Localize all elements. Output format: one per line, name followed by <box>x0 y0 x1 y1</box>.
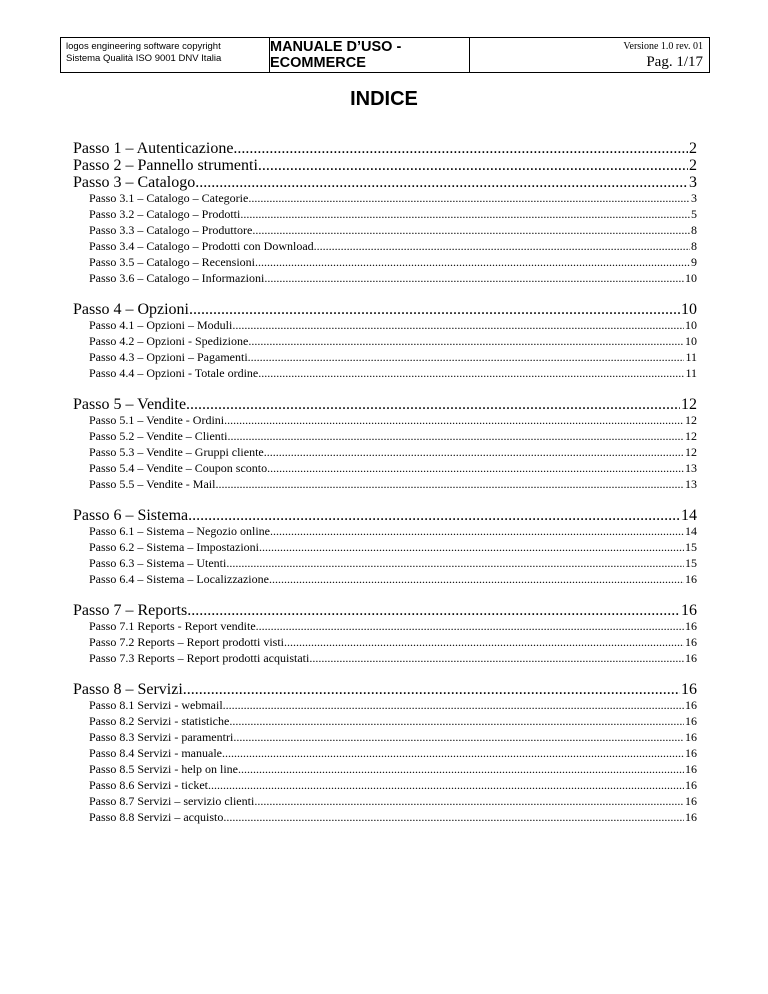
toc-dot-leader <box>195 174 688 192</box>
toc-entry-label: Passo 7.1 Reports - Report vendite <box>89 619 256 633</box>
toc-page-number: 16 <box>685 794 697 808</box>
toc-dot-leader <box>238 762 684 777</box>
toc-subsection[interactable] <box>89 477 697 492</box>
toc-entry-label: Passo 4 – Opzioni <box>73 301 189 318</box>
toc-entry-label: Passo 5.4 – Vendite – Coupon sconto <box>89 461 268 475</box>
toc-subsection[interactable] <box>89 318 697 333</box>
toc-subsection[interactable] <box>89 223 697 238</box>
toc-dot-leader <box>188 507 680 525</box>
toc-dot-leader <box>187 602 680 620</box>
toc-entry-label: Passo 6.2 – Sistema – Impostazioni <box>89 540 259 554</box>
toc-dot-leader <box>258 157 688 175</box>
toc-entry-label: Passo 6 – Sistema <box>73 507 189 524</box>
toc-page-number: 16 <box>685 572 697 586</box>
toc-section[interactable] <box>73 157 697 175</box>
toc-subsection[interactable] <box>89 651 697 666</box>
toc-entry-label: Passo 3.2 – Catalogo – Prodotti <box>89 207 241 221</box>
toc-dot-leader <box>284 635 684 650</box>
toc-entry-label: Passo 8.3 Servizi - paramentri <box>89 730 234 744</box>
toc-dot-leader <box>269 572 684 587</box>
toc-page-number: 16 <box>685 714 697 728</box>
toc-entry-label: Passo 8 – Servizi <box>73 681 183 698</box>
toc-dot-leader <box>248 191 690 206</box>
toc-subsection[interactable] <box>89 207 697 222</box>
toc-dot-leader <box>264 271 684 286</box>
toc-dot-leader <box>208 778 684 793</box>
toc-subsection[interactable] <box>89 778 697 793</box>
toc-subsection[interactable] <box>89 540 697 555</box>
toc-entry-label: Passo 5.2 – Vendite – Clienti <box>89 429 228 443</box>
toc-page-number: 5 <box>691 207 697 221</box>
toc-entry-label: Passo 4.4 – Opzioni - Totale ordine <box>89 366 259 380</box>
toc-section[interactable] <box>73 681 697 699</box>
toc-subsection[interactable] <box>89 698 697 713</box>
toc-page-number: 16 <box>685 762 697 776</box>
version-label: Versione 1.0 rev. 01 <box>623 41 703 52</box>
toc-page-number: 16 <box>685 730 697 744</box>
toc-entry-label: Passo 3.1 – Catalogo – Categorie <box>89 191 249 205</box>
toc-page-number: 11 <box>685 350 697 364</box>
toc-subsection[interactable] <box>89 445 697 460</box>
toc-dot-leader <box>267 461 684 476</box>
toc-entry-label: Passo 5.5 – Vendite - Mail <box>89 477 216 491</box>
toc-entry-label: Passo 8.6 Servizi - ticket <box>89 778 208 792</box>
toc-dot-leader <box>233 140 688 158</box>
toc-page-number: 16 <box>681 681 697 698</box>
toc-page-number: 3 <box>691 191 697 205</box>
toc-dot-leader <box>264 445 684 460</box>
toc-dot-leader <box>227 429 684 444</box>
toc-subsection[interactable] <box>89 255 697 270</box>
toc-section[interactable] <box>73 174 697 192</box>
toc-entry-label: Passo 3.4 – Catalogo – Prodotti con Download <box>89 239 314 253</box>
toc-page-number: 12 <box>685 429 697 443</box>
toc-page-number: 14 <box>681 507 697 524</box>
toc-page-number: 16 <box>685 746 697 760</box>
toc-dot-leader <box>252 223 690 238</box>
toc-subsection[interactable] <box>89 619 697 634</box>
toc-entry-label: Passo 2 – Pannello strumenti <box>73 157 258 174</box>
toc-entry-label: Passo 7 – Reports <box>73 602 188 619</box>
manual-title: MANUALE D’USO - ECOMMERCE <box>270 37 470 73</box>
document-header <box>60 37 710 73</box>
toc-dot-leader <box>229 714 684 729</box>
toc-page-number: 11 <box>685 366 697 380</box>
toc-page-number: 16 <box>685 698 697 712</box>
toc-section[interactable] <box>73 507 697 525</box>
toc-dot-leader <box>232 318 684 333</box>
toc-subsection[interactable] <box>89 334 697 349</box>
page-title: INDICE <box>350 88 418 110</box>
toc-dot-leader <box>256 619 684 634</box>
toc-subsection[interactable] <box>89 413 697 428</box>
toc-page-number: 8 <box>691 239 697 253</box>
toc-page-number: 15 <box>685 556 697 570</box>
toc-entry-label: Passo 8.8 Servizi – acquisto <box>89 810 224 824</box>
version-box <box>470 37 710 73</box>
toc-dot-leader <box>226 556 684 571</box>
toc-page-number: 12 <box>681 396 697 413</box>
toc-entry-label: Passo 4.1 – Opzioni – Moduli <box>89 318 233 332</box>
toc-page-number: 8 <box>691 223 697 237</box>
toc-entry-label: Passo 3.3 – Catalogo – Produttore <box>89 223 253 237</box>
toc-entry-label: Passo 5.3 – Vendite – Gruppi cliente <box>89 445 264 459</box>
toc-entry-label: Passo 4.2 – Opzioni - Spedizione <box>89 334 249 348</box>
toc-dot-leader <box>254 794 684 809</box>
toc-page-number: 16 <box>685 619 697 633</box>
copyright-box <box>60 37 270 73</box>
toc-entry-label: Passo 6.4 – Sistema – Localizzazione <box>89 572 269 586</box>
toc-section[interactable] <box>73 140 697 158</box>
toc-subsection[interactable] <box>89 572 697 587</box>
toc-dot-leader <box>233 730 684 745</box>
toc-entry-label: Passo 5 – Vendite <box>73 396 187 413</box>
toc-page-number: 3 <box>689 174 697 191</box>
toc-page-number: 12 <box>685 445 697 459</box>
toc-page-number: 10 <box>685 271 697 285</box>
toc-subsection[interactable] <box>89 429 697 444</box>
toc-dot-leader <box>259 540 684 555</box>
toc-section[interactable] <box>73 602 697 620</box>
toc-entry-label: Passo 7.3 Reports – Report prodotti acquistati <box>89 651 310 665</box>
toc-page-number: 13 <box>685 461 697 475</box>
toc-page-number: 9 <box>691 255 697 269</box>
toc-subsection[interactable] <box>89 524 697 539</box>
toc-subsection[interactable] <box>89 714 697 729</box>
toc-page-number: 2 <box>689 140 697 157</box>
toc-page-number: 2 <box>689 157 697 174</box>
toc-page-number: 16 <box>685 778 697 792</box>
toc-entry-label: Passo 5.1 – Vendite - Ordini <box>89 413 225 427</box>
toc-entry-label: Passo 6.1 – Sistema – Negozio online <box>89 524 270 538</box>
toc-dot-leader <box>255 255 690 270</box>
toc-entry-label: Passo 8.4 Servizi - manuale <box>89 746 222 760</box>
toc-page-number: 10 <box>681 301 697 318</box>
toc-entry-label: Passo 7.2 Reports – Report prodotti visti <box>89 635 284 649</box>
toc-dot-leader <box>215 477 684 492</box>
toc-subsection[interactable] <box>89 191 697 206</box>
toc-dot-leader <box>223 698 684 713</box>
toc-subsection[interactable] <box>89 810 697 825</box>
toc-page-number: 16 <box>685 651 697 665</box>
toc-subsection[interactable] <box>89 366 697 381</box>
toc-dot-leader <box>240 207 690 222</box>
toc-entry-label: Passo 4.3 – Opzioni – Pagamenti <box>89 350 248 364</box>
toc-dot-leader <box>224 413 684 428</box>
toc-page-number: 16 <box>681 602 697 619</box>
toc-dot-leader <box>309 651 684 666</box>
toc-entry-label: Passo 6.3 – Sistema – Utenti <box>89 556 227 570</box>
copyright-line-1: logos engineering software copyright <box>66 41 221 52</box>
toc-subsection[interactable] <box>89 730 697 745</box>
toc-entry-label: Passo 8.2 Servizi - statistiche <box>89 714 230 728</box>
toc-entry-label: Passo 8.7 Servizi – servizio clienti <box>89 794 255 808</box>
toc-entry-label: Passo 8.1 Servizi - webmail <box>89 698 223 712</box>
toc-section[interactable] <box>73 301 697 319</box>
toc-dot-leader <box>183 681 680 699</box>
toc-dot-leader <box>270 524 684 539</box>
toc-dot-leader <box>248 334 684 349</box>
toc-dot-leader <box>186 396 680 414</box>
toc-subsection[interactable] <box>89 762 697 777</box>
toc-page-number: 12 <box>685 413 697 427</box>
toc-entry-label: Passo 3.5 – Catalogo – Recensioni <box>89 255 255 269</box>
toc-dot-leader <box>222 746 684 761</box>
toc-dot-leader <box>248 350 685 365</box>
toc-page-number: 15 <box>685 540 697 554</box>
toc-page-number: 16 <box>685 635 697 649</box>
toc-entry-label: Passo 8.5 Servizi - help on line <box>89 762 238 776</box>
toc-subsection[interactable] <box>89 350 697 365</box>
toc-dot-leader <box>189 301 680 319</box>
toc-subsection[interactable] <box>89 794 697 809</box>
toc-page-number: 16 <box>685 810 697 824</box>
toc-section[interactable] <box>73 396 697 414</box>
toc-subsection[interactable] <box>89 239 697 254</box>
toc-page-number: 10 <box>685 334 697 348</box>
toc-subsection[interactable] <box>89 271 697 286</box>
toc-page-number: 13 <box>685 477 697 491</box>
toc-entry-label: Passo 1 – Autenticazione <box>73 140 234 157</box>
toc-dot-leader <box>314 239 690 254</box>
toc-page-number: 10 <box>685 318 697 332</box>
toc-page-number: 14 <box>685 524 697 538</box>
toc-subsection[interactable] <box>89 461 697 476</box>
toc-entry-label: Passo 3.6 – Catalogo – Informazioni <box>89 271 265 285</box>
toc-dot-leader <box>223 810 684 825</box>
copyright-line-2: Sistema Qualità ISO 9001 DNV Italia <box>66 53 222 64</box>
toc-entry-label: Passo 3 – Catalogo <box>73 174 196 191</box>
page-number: Pag. 1/17 <box>646 54 703 70</box>
toc-subsection[interactable] <box>89 556 697 571</box>
toc-subsection[interactable] <box>89 746 697 761</box>
toc-subsection[interactable] <box>89 635 697 650</box>
toc-dot-leader <box>258 366 684 381</box>
